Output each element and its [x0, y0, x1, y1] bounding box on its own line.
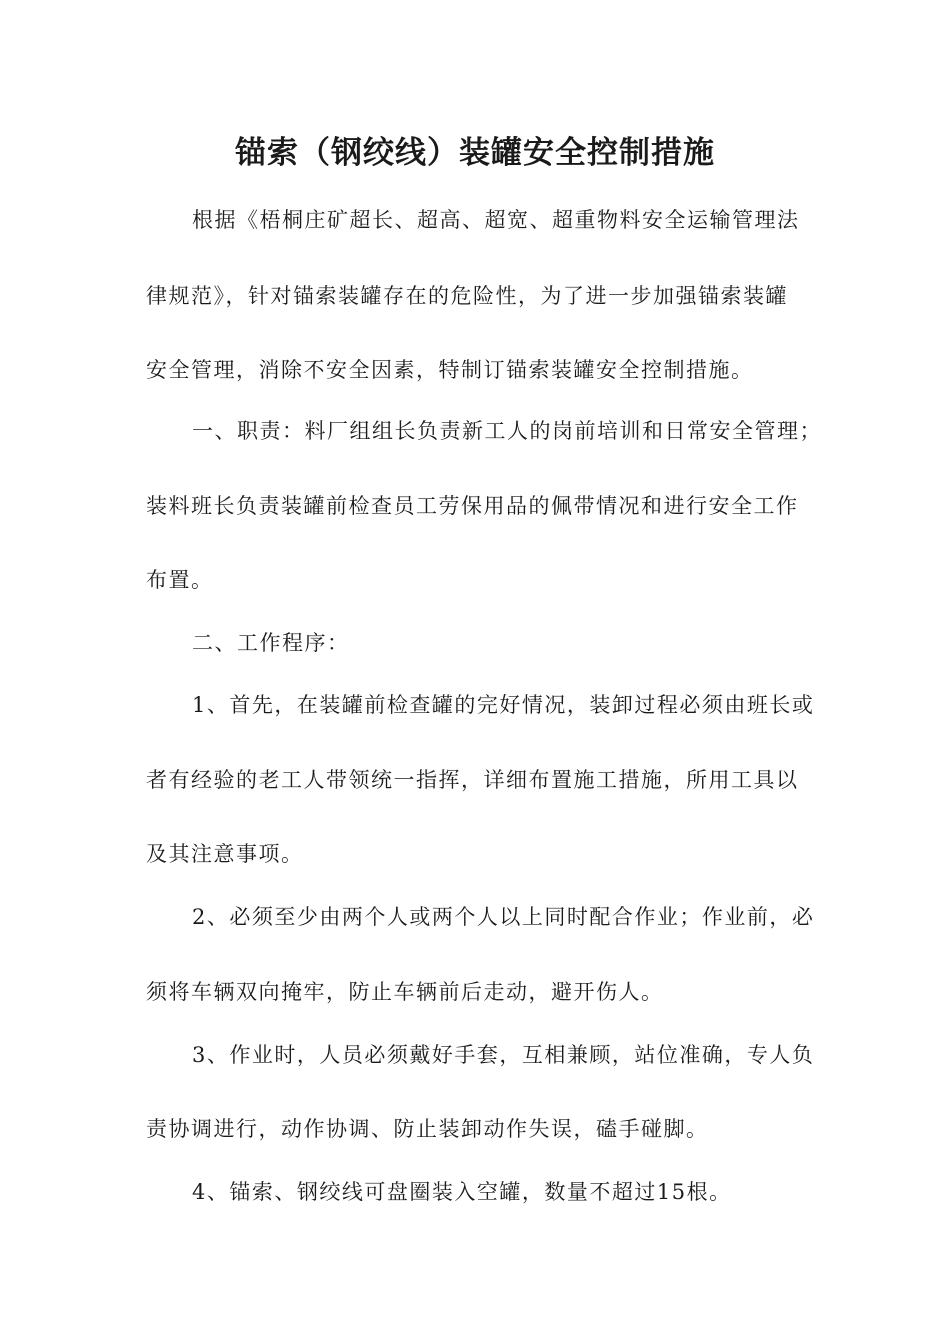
paragraph-line: 4、锚索、钢绞线可盘圈装入空罐，数量不超过15根。 — [192, 1180, 732, 1204]
paragraph-line: 须将车辆双向掩牢，防止车辆前后走动，避开伤人。 — [146, 980, 664, 1004]
paragraph-line: 律规范》，针对锚索装罐存在的危险性，为了进一步加强锚索装罐 — [146, 284, 788, 308]
paragraph-line: 及其注意事项。 — [146, 842, 304, 866]
section-heading: 二、工作程序： — [192, 631, 350, 655]
paragraph-line: 根据《梧桐庄矿超长、超高、超宽、超重物料安全运输管理法 — [192, 208, 800, 232]
paragraph-line: 一、职责：料厂组组长负责新工人的岗前培训和日常安全管理； — [192, 419, 822, 443]
paragraph-line: 安全管理，消除不安全因素，特制订锚索装罐安全控制措施。 — [146, 358, 754, 382]
paragraph-line: 3、作业时，人员必须戴好手套，互相兼顾，站位准确，专人负 — [192, 1043, 815, 1067]
paragraph-line: 2、必须至少由两个人或两个人以上同时配合作业；作业前，必 — [192, 905, 815, 929]
paragraph-line: 责协调进行，动作协调、防止装卸动作失误，磕手碰脚。 — [146, 1117, 709, 1141]
paragraph-line: 1、首先，在装罐前检查罐的完好情况，装卸过程必须由班长或 — [192, 693, 815, 717]
document-title: 锚索（钢绞线）装罐安全控制措施 — [235, 135, 715, 171]
paragraph-line: 装料班长负责装罐前检查员工劳保用品的佩带情况和进行安全工作 — [146, 494, 799, 518]
paragraph-line: 布置。 — [146, 568, 214, 592]
paragraph-line: 者有经验的老工人带领统一指挥，详细布置施工措施，所用工具以 — [146, 768, 799, 792]
